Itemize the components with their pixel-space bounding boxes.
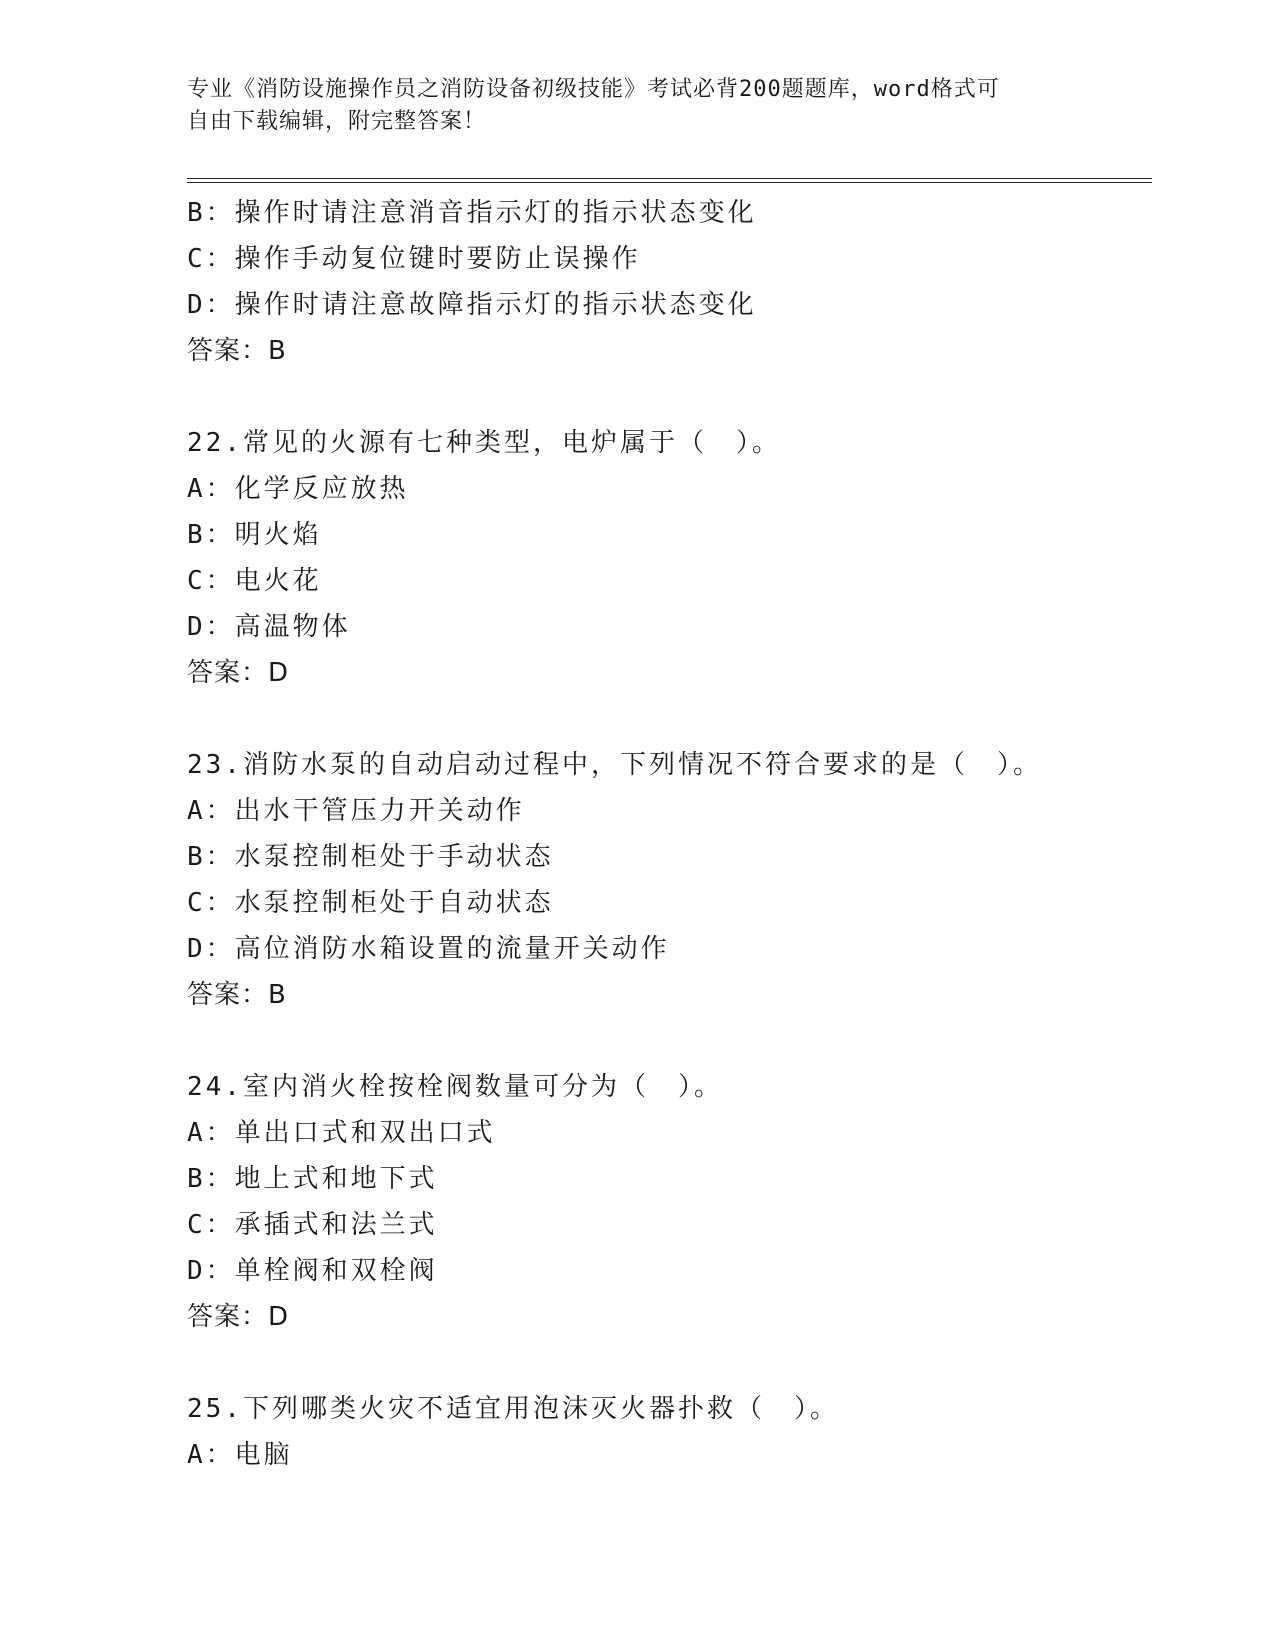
question-21-continued xyxy=(187,190,1147,374)
option-a: A：化学反应放热 xyxy=(187,474,409,504)
header-title-line-2: 自由下载编辑，附完整答案！ xyxy=(187,109,487,134)
option-a: A：出水干管压力开关动作 xyxy=(187,796,525,826)
option-b: B：水泵控制柜处于手动状态 xyxy=(187,842,554,872)
option-d: D：高位消防水箱设置的流量开关动作 xyxy=(187,934,670,964)
spacer xyxy=(187,696,1147,742)
option-c: C：水泵控制柜处于自动状态 xyxy=(187,888,554,918)
option-a: A：电脑 xyxy=(187,1440,293,1470)
option-d: D：单栓阀和双栓阀 xyxy=(187,1256,438,1286)
header-divider xyxy=(187,178,1152,183)
header-title-line-1: 专业《消防设施操作员之消防设备初级技能》考试必背200题题库，word格式可 xyxy=(187,77,1000,102)
question-stem: 24.室内消火栓按栓阀数量可分为（ ）。 xyxy=(187,1072,723,1102)
spacer xyxy=(187,1340,1147,1386)
question-stem: 23.消防水泵的自动启动过程中，下列情况不符合要求的是（ ）。 xyxy=(187,750,1042,780)
option-c: C：承插式和法兰式 xyxy=(187,1210,438,1240)
document-header xyxy=(187,74,1067,138)
option-b: B：操作时请注意消音指示灯的指示状态变化 xyxy=(187,198,757,228)
question-stem: 25.下列哪类火灾不适宜用泡沫灭火器扑救（ ）。 xyxy=(187,1394,839,1424)
option-a: A：单出口式和双出口式 xyxy=(187,1118,496,1148)
question-stem: 22.常见的火源有七种类型，电炉属于（ ）。 xyxy=(187,428,781,458)
option-d: D：操作时请注意故障指示灯的指示状态变化 xyxy=(187,290,757,320)
question-22 xyxy=(187,420,1147,696)
question-25 xyxy=(187,1386,1147,1478)
option-c: C：操作手动复位键时要防止误操作 xyxy=(187,244,641,274)
option-b: B：地上式和地下式 xyxy=(187,1164,438,1194)
answer-line: 答案：D xyxy=(187,658,290,688)
spacer xyxy=(187,374,1147,420)
answer-line: 答案：B xyxy=(187,980,287,1010)
spacer xyxy=(187,1018,1147,1064)
question-23 xyxy=(187,742,1147,1018)
option-d: D：高温物体 xyxy=(187,612,351,642)
question-list xyxy=(187,190,1147,1478)
question-24 xyxy=(187,1064,1147,1340)
option-c: C：电火花 xyxy=(187,566,322,596)
option-b: B：明火焰 xyxy=(187,520,322,550)
answer-line: 答案：B xyxy=(187,336,287,366)
answer-line: 答案：D xyxy=(187,1302,290,1332)
